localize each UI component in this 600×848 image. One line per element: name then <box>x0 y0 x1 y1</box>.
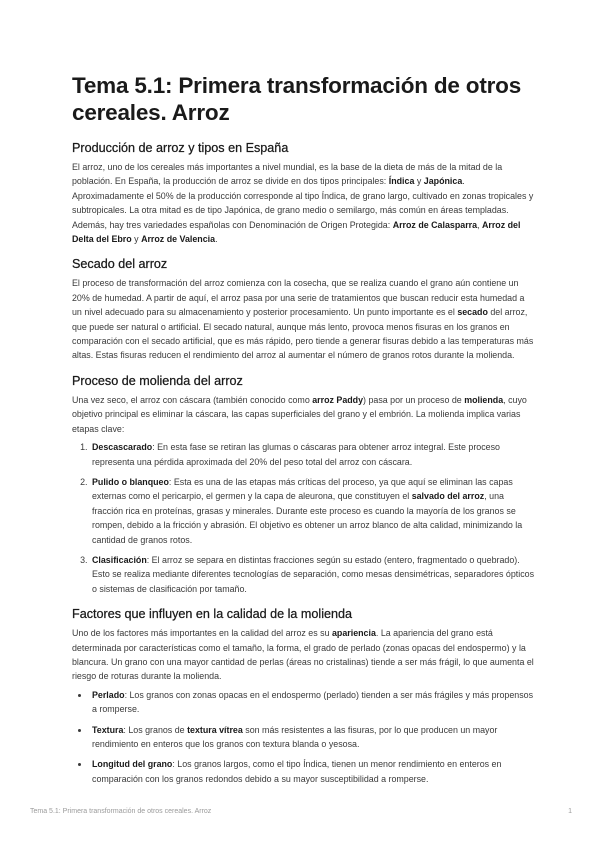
section <box>72 256 534 362</box>
paragraph <box>72 393 534 436</box>
bold-text: arroz Paddy <box>312 394 364 405</box>
text-run: ) pasa por un proceso de <box>363 394 465 405</box>
bold-text: Clasificación <box>92 554 147 565</box>
section-heading: Secado del arroz <box>72 257 168 272</box>
bold-text: Índica <box>388 176 415 187</box>
text-run: El arroz, uno de los cereales más importantes a nivel mundial, es la base de la dieta de más de la mitad de la población. En España, la producción de arroz se divide en dos tipos principales: <box>72 162 503 187</box>
bold-text: molienda <box>464 394 504 405</box>
text-run: : Los granos con zonas opacas en el endospermo (perlado) tienden a ser más frágiles y más propensos a romperse. <box>92 689 534 715</box>
list-item <box>90 475 534 547</box>
page-footer <box>30 808 572 815</box>
text-run: : Esta es una de las etapas más críticas del proceso, ya que aquí se eliminan las capas externas como el pericarpio, el germen y la capa de aleurona, que constituyen el <box>92 476 513 502</box>
paragraph <box>72 160 534 246</box>
text-run: Uno de los factores más importantes en la calidad del arroz es su <box>72 628 332 639</box>
paragraph <box>72 276 534 362</box>
bold-text: apariencia <box>331 628 376 639</box>
bold-text: secado <box>457 307 488 318</box>
page-number: 1 <box>568 808 572 815</box>
text-run: , cuyo objetivo principal es eliminar la cáscara, las capas superficiales del grano y el embrión. La molienda implica varias etapas clave: <box>72 394 527 434</box>
text-run: El proceso de transformación del arroz comienza con la cosecha, que se realiza cuando el grano aún contiene un 20% de humedad. A partir de aquí, el arroz pasa por una serie de tratamientos que buscan reducir esta humedad a un nivel adecuado para su almacenamiento y posterior procesamiento. Un punto importante es el <box>72 278 525 318</box>
list-item <box>90 553 534 596</box>
bold-text: Arroz del Delta del Ebro <box>72 219 521 245</box>
text-run: y <box>131 234 142 245</box>
bold-text: Perlado <box>92 689 125 700</box>
text-run: , <box>477 219 482 230</box>
sections <box>72 140 534 786</box>
bold-text: Longitud del grano <box>92 759 173 770</box>
bold-text: Textura <box>92 724 124 735</box>
text-run: : Los granos de <box>123 724 188 735</box>
text-run: : Los granos largos, como el tipo Índica, tienen un menor rendimiento en enteros en comparación con los granos redondos debido a su mayor susceptibilidad a romperse. <box>92 759 502 784</box>
text-run: Una vez seco, el arroz con cáscara (también conocido como <box>72 394 313 405</box>
numbered-list <box>72 440 534 596</box>
bold-text: Japónica <box>423 176 463 187</box>
document-body <box>72 72 534 792</box>
bold-text: Arroz de Calasparra <box>392 219 478 230</box>
text-run: . Aproximadamente el 50% de la producción corresponde al tipo Índica, de grano largo, cultivado en zonas tropicales y subtropicales. La otra mitad es de tipo Japónica, de grano medio o semilargo, más común en áreas templadas. Además, hay tres variedades españolas con Denominación de Origen Protegida: <box>72 176 534 230</box>
section-heading: Proceso de molienda del arroz <box>72 373 243 388</box>
text-run: , una fracción rica en proteínas, grasas y minerales. Durante este proceso es cuando la mayoría de los granos se rompen, debido a la fricción y abrasión. El objetivo es obtener un arroz blanco de alta calidad, minimizando la cantidad de granos rotos. <box>92 491 523 545</box>
section <box>72 373 534 596</box>
list-item <box>90 440 534 469</box>
list-item <box>90 688 534 717</box>
text-run: . La apariencia del grano está determinada por características como el tamaño, la forma, el grado de perlado (zonas opacas del endospermo) y la blancura. Un grano con una mayor cantidad de perlas (áreas no cristalinas) tiende a ser más frágil, lo que aumenta el riesgo de roturas durante la molienda. <box>72 628 534 682</box>
section-heading: Factores que influyen en la calidad de la molienda <box>72 607 353 622</box>
paragraph <box>72 626 534 684</box>
bold-text: Arroz de Valencia <box>141 234 216 245</box>
footer-title: Tema 5.1: Primera transformación de otros cereales. Arroz <box>30 808 212 815</box>
section <box>72 606 534 786</box>
section <box>72 140 534 246</box>
list-item <box>90 757 534 786</box>
section-heading: Producción de arroz y tipos en España <box>72 141 289 155</box>
text-run: del arroz, que puede ser natural o artificial. El secado natural, aunque más lento, provoca menos fisuras en los granos en comparación con el secado artificial, que es más rápido, pero tiende a generar fisuras debido a las temperaturas más altas. Estas fisuras reducen el rendimiento del arroz al aumentar el número de granos rotos durante la molienda. <box>72 307 534 361</box>
text-run: . <box>215 234 218 245</box>
bold-text: Descascarado <box>92 442 153 453</box>
text-run: y <box>414 176 424 187</box>
page-title: Tema 5.1: Primera transformación de otros cereales. Arroz <box>72 73 522 125</box>
list-item <box>90 723 534 752</box>
bold-text: salvado del arroz <box>411 491 485 502</box>
text-run: : En esta fase se retiran las glumas o cáscaras para obtener arroz integral. Este proceso representa una pérdida aproximada del 20% del peso total del arroz con cáscara. <box>92 442 500 467</box>
bullet-list <box>72 688 534 786</box>
bold-text: textura vítrea <box>187 724 243 735</box>
text-run: son más resistentes a las fisuras, por lo que producen un mayor rendimiento en enteros que los granos con textura blanda o yesosa. <box>92 724 498 749</box>
bold-text: Pulido o blanqueo <box>92 476 169 487</box>
text-run: : El arroz se separa en distintas fracciones según su estado (entero, fragmentado o quebrado). Esto se realiza mediante diferentes tecnologías de separación, como mesas densimétricas, separadores ópticos o sistemas de clasificación por tamaño. <box>92 554 535 594</box>
